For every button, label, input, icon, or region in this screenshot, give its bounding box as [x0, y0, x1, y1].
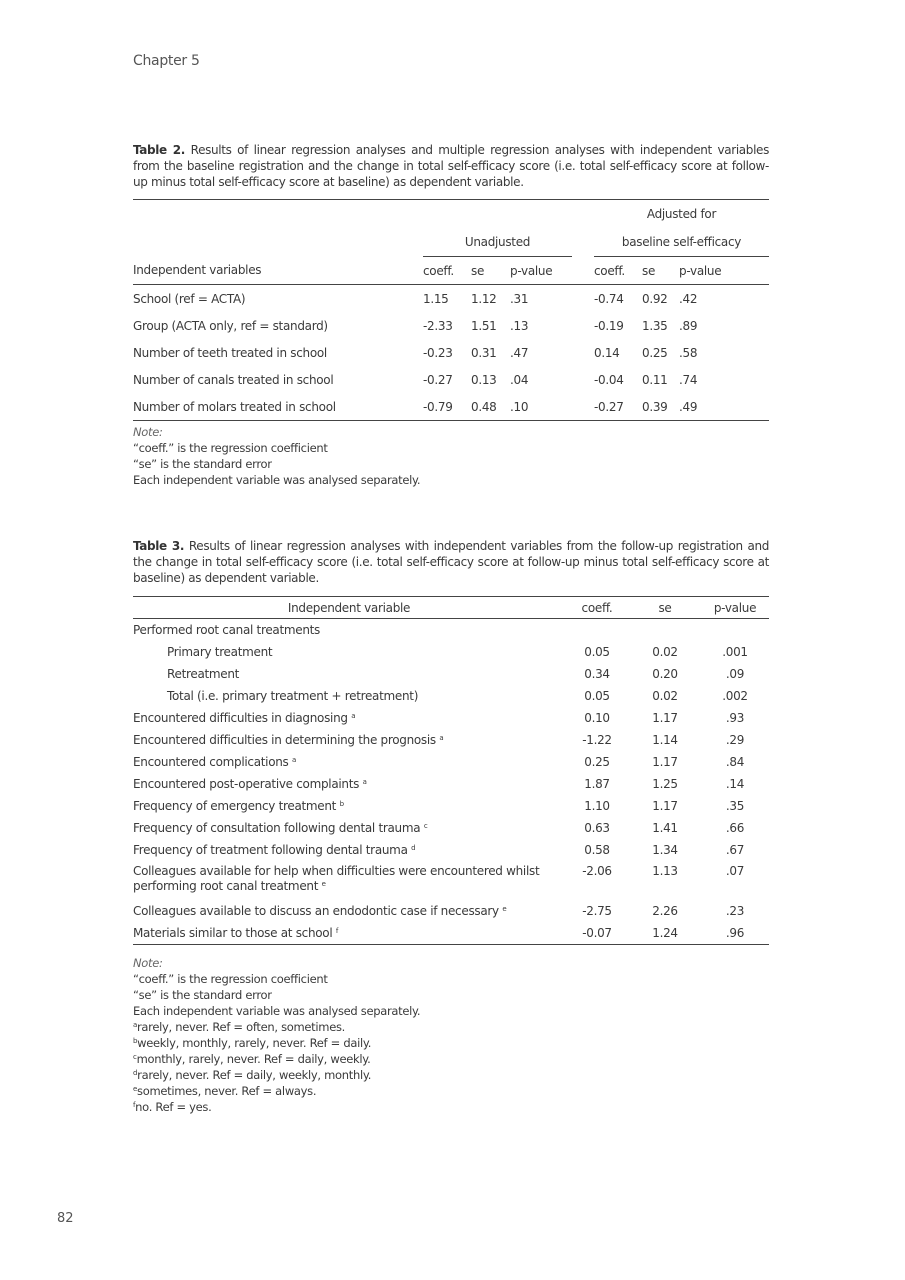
table-row — [133, 641, 769, 663]
se-adj-cell: 0.39 — [642, 393, 679, 421]
p-cell: .07 — [725, 864, 745, 878]
variable-cell: Number of canals treated in school — [133, 372, 334, 387]
table2-notes — [133, 424, 420, 488]
col-header: coeff. — [565, 597, 629, 619]
se-cell — [629, 619, 701, 642]
footnote-text: monthly, rarely, never. Ref = daily, weekly. — [136, 1052, 371, 1066]
coeff-cell: 0.34 — [584, 667, 610, 681]
footnote-text: weekly, monthly, rarely, never. Ref = daily. — [137, 1036, 372, 1050]
table-row — [133, 729, 769, 751]
variable-cell — [133, 641, 565, 663]
footnote-mark: a — [351, 712, 356, 720]
footnote-mark: d — [411, 844, 416, 852]
variable-cell — [133, 795, 565, 817]
table-row — [133, 751, 769, 773]
se-cell: 0.02 — [652, 689, 678, 703]
table-row — [133, 900, 769, 922]
variable-cell — [133, 729, 565, 751]
footnote-mark: f — [335, 927, 339, 935]
page-number: 82 — [57, 1211, 74, 1226]
variable-cell — [133, 707, 565, 729]
table-row — [133, 773, 769, 795]
variable-cell — [133, 773, 565, 795]
spacer — [572, 339, 594, 366]
coeff-cell: -2.06 — [582, 864, 612, 878]
group-adjusted-line2: baseline self-efficacy — [594, 228, 769, 257]
se-cell: 0.48 — [471, 393, 510, 421]
coeff-cell: 1.87 — [584, 777, 610, 791]
variable-cell — [133, 922, 565, 945]
table-row — [133, 685, 769, 707]
coeff-cell: -0.07 — [565, 922, 629, 945]
variable-cell — [133, 663, 565, 685]
se-cell: 1.24 — [629, 922, 701, 945]
footnote — [133, 1051, 420, 1067]
table-row — [133, 922, 769, 945]
footnote-mark: e — [133, 1085, 138, 1093]
col-header: se — [471, 257, 510, 285]
se-adj-cell: 0.25 — [642, 345, 668, 360]
variable-cell — [133, 685, 565, 707]
p-value-cell: .13 — [510, 318, 529, 333]
coeff-cell: -2.75 — [582, 904, 612, 918]
variable-label: Primary treatment — [167, 645, 273, 659]
se-cell: 1.17 — [652, 711, 678, 725]
variable-label: Colleagues available for help when difficulties were encountered whilst performing root canal treatment — [133, 864, 540, 893]
variable-label: Performed root canal treatments — [133, 623, 321, 637]
variable-label: Encountered difficulties in diagnosing — [133, 711, 352, 725]
table2-caption — [133, 142, 769, 190]
footnote — [133, 1019, 420, 1035]
footnote-mark: b — [133, 1037, 138, 1045]
p-cell: .84 — [725, 755, 745, 769]
footnote — [133, 1067, 420, 1083]
variable-cell — [133, 861, 565, 900]
p-cell — [701, 619, 769, 642]
variable-cell — [133, 751, 565, 773]
footnote-mark: e — [502, 905, 507, 913]
note-line: “coeff.” is the regression coefficient — [133, 972, 328, 986]
p-cell: .002 — [722, 689, 748, 703]
table-row — [133, 839, 769, 861]
footnote-text: no. Ref = yes. — [135, 1100, 212, 1114]
coeff-cell: 1.10 — [584, 799, 610, 813]
variable-label: Frequency of treatment following dental trauma — [133, 843, 412, 857]
table-row — [133, 312, 769, 339]
p-cell: .23 — [725, 904, 745, 918]
p-value-adj-cell: .74 — [679, 372, 698, 387]
table-row — [133, 619, 769, 642]
col-header: coeff. — [423, 257, 471, 285]
variable-cell — [133, 817, 565, 839]
note-line: Each independent variable was analysed separately. — [133, 1004, 421, 1018]
se-cell: 1.41 — [652, 821, 678, 835]
col-header: Independent variable — [133, 597, 565, 619]
footnote — [133, 1099, 420, 1115]
coeff-cell: -1.22 — [582, 733, 612, 747]
variable-label: Materials similar to those at school — [133, 926, 336, 940]
p-value-adj-cell: .42 — [679, 291, 698, 306]
note-line: “se” is the standard error — [133, 457, 272, 471]
se-cell: 1.12 — [471, 291, 497, 306]
table-row — [133, 861, 769, 900]
spacer — [572, 393, 594, 421]
coeff-cell: -0.27 — [423, 372, 453, 387]
p-value-cell: .04 — [510, 372, 529, 387]
footnote-text: rarely, never. Ref = daily, weekly, monthly. — [137, 1068, 372, 1082]
coeff-cell: 0.10 — [584, 711, 610, 725]
variable-cell: Number of molars treated in school — [133, 393, 423, 421]
chapter-heading: Chapter 5 — [133, 53, 200, 69]
p-cell: .96 — [701, 922, 769, 945]
variable-label: Frequency of consultation following dental trauma — [133, 821, 424, 835]
footnote-mark: f — [133, 1101, 136, 1109]
table2-caption-text: Results of linear regression analyses and multiple regression analyses with independent variables from the baseline registration and the change in total self-efficacy score (i.e. total self-efficacy score at follow-up minus total self-efficacy score at baseline) as dependent variable. — [133, 143, 769, 189]
coeff-adj-cell: -0.04 — [594, 372, 624, 387]
table3-notes — [133, 955, 420, 1115]
footnote-mark: b — [339, 800, 344, 808]
table-row — [133, 285, 769, 313]
table3-label: Table 3. — [133, 539, 185, 553]
se-cell: 1.25 — [652, 777, 678, 791]
footnote — [133, 1083, 420, 1099]
coeff-adj-cell: -0.74 — [594, 291, 624, 306]
p-cell: .29 — [725, 733, 745, 747]
group-unadjusted: Unadjusted — [423, 228, 572, 257]
note-label: Note: — [133, 956, 163, 970]
footnote-mark: a — [292, 756, 297, 764]
p-cell: .35 — [725, 799, 745, 813]
variable-label: Retreatment — [167, 667, 240, 681]
variable-cell: School (ref = ACTA) — [133, 291, 246, 306]
p-cell: .09 — [725, 667, 745, 681]
se-cell: 1.17 — [652, 799, 678, 813]
footnote-mark: a — [439, 734, 444, 742]
p-value-cell: .10 — [510, 393, 572, 421]
se-cell: 1.51 — [471, 318, 497, 333]
table-row — [133, 393, 769, 421]
se-cell: 1.34 — [652, 843, 678, 857]
coeff-adj-cell: -0.27 — [594, 393, 642, 421]
variable-label: Encountered complications — [133, 755, 293, 769]
footnote-mark: d — [133, 1069, 138, 1077]
coeff-cell: 0.05 — [584, 645, 610, 659]
spacer — [572, 285, 594, 313]
se-adj-cell: 0.92 — [642, 291, 668, 306]
table-row — [133, 707, 769, 729]
variable-cell — [133, 839, 565, 861]
coeff-cell: 0.63 — [584, 821, 610, 835]
coeff-adj-cell: 0.14 — [594, 345, 620, 360]
coeff-adj-cell: -0.19 — [594, 318, 624, 333]
note-line: Each independent variable was analysed separately. — [133, 473, 421, 487]
p-cell: .93 — [725, 711, 745, 725]
col-header: se — [629, 597, 701, 619]
coeff-cell: -2.33 — [423, 318, 453, 333]
spacer — [572, 366, 594, 393]
footnote-text: rarely, never. Ref = often, sometimes. — [137, 1020, 346, 1034]
p-cell: .14 — [725, 777, 745, 791]
col-header: se — [642, 257, 679, 285]
table-row — [133, 339, 769, 366]
variable-cell: Group (ACTA only, ref = standard) — [133, 318, 328, 333]
col-header: p-value — [701, 597, 769, 619]
table3-caption — [133, 538, 769, 586]
footnote-mark: a — [133, 1021, 137, 1029]
footnote-mark: c — [423, 822, 428, 830]
variable-cell: Number of teeth treated in school — [133, 345, 327, 360]
footnote-mark: a — [362, 778, 367, 786]
footnote-mark: e — [321, 880, 326, 888]
table3-caption-text: Results of linear regression analyses with independent variables from the follow-up registration and the change in total self-efficacy score (i.e. total self-efficacy score at follow-up minus total self-efficacy score at baseline) as dependent variable. — [133, 539, 769, 585]
table-row — [133, 663, 769, 685]
se-adj-cell: 1.35 — [642, 318, 668, 333]
p-value-adj-cell: .58 — [679, 345, 698, 360]
variable-cell — [133, 900, 565, 922]
p-value-adj-cell: .49 — [679, 393, 769, 421]
se-cell: 0.20 — [652, 667, 678, 681]
p-cell: .66 — [725, 821, 745, 835]
footnote — [133, 1035, 420, 1051]
coeff-cell: -0.23 — [423, 345, 453, 360]
note-line: “coeff.” is the regression coefficient — [133, 441, 328, 455]
footnote-mark: c — [133, 1053, 137, 1061]
table3 — [133, 596, 769, 945]
se-cell: 1.17 — [652, 755, 678, 769]
group-adjusted-line1: Adjusted for — [646, 207, 717, 221]
p-value-cell: .31 — [510, 291, 529, 306]
table2-label: Table 2. — [133, 143, 186, 157]
se-cell: 0.13 — [471, 372, 497, 387]
table-row — [133, 795, 769, 817]
se-adj-cell: 0.11 — [642, 372, 668, 387]
col-header: p-value — [510, 257, 572, 285]
col-header: coeff. — [594, 257, 642, 285]
variable-cell — [133, 619, 565, 642]
variable-label: Colleagues available to discuss an endodontic case if necessary — [133, 904, 503, 918]
coeff-cell — [565, 619, 629, 642]
note-label: Note: — [133, 425, 163, 439]
variable-label: Encountered post-operative complaints — [133, 777, 363, 791]
footnote-text: sometimes, never. Ref = always. — [137, 1084, 317, 1098]
note-line: “se” is the standard error — [133, 988, 272, 1002]
se-cell: 2.26 — [652, 904, 678, 918]
variable-label: Frequency of emergency treatment — [133, 799, 340, 813]
coeff-cell: -0.79 — [423, 393, 471, 421]
se-cell: 0.02 — [652, 645, 678, 659]
col-header: Independent variables — [133, 257, 423, 285]
p-value-cell: .47 — [510, 345, 529, 360]
table-row — [133, 817, 769, 839]
se-cell: 1.13 — [652, 864, 678, 878]
table2 — [133, 199, 769, 421]
spacer — [572, 312, 594, 339]
se-cell: 1.14 — [652, 733, 678, 747]
p-cell: .67 — [725, 843, 745, 857]
coeff-cell: 0.58 — [584, 843, 610, 857]
table-row — [133, 366, 769, 393]
p-value-adj-cell: .89 — [679, 318, 698, 333]
se-cell: 0.31 — [471, 345, 497, 360]
coeff-cell: 0.05 — [584, 689, 610, 703]
coeff-cell: 1.15 — [423, 291, 449, 306]
variable-label: Encountered difficulties in determining the prognosis — [133, 733, 440, 747]
variable-label: Total (i.e. primary treatment + retreatment) — [167, 689, 419, 703]
coeff-cell: 0.25 — [584, 755, 610, 769]
col-header: p-value — [679, 257, 769, 285]
p-cell: .001 — [722, 645, 748, 659]
